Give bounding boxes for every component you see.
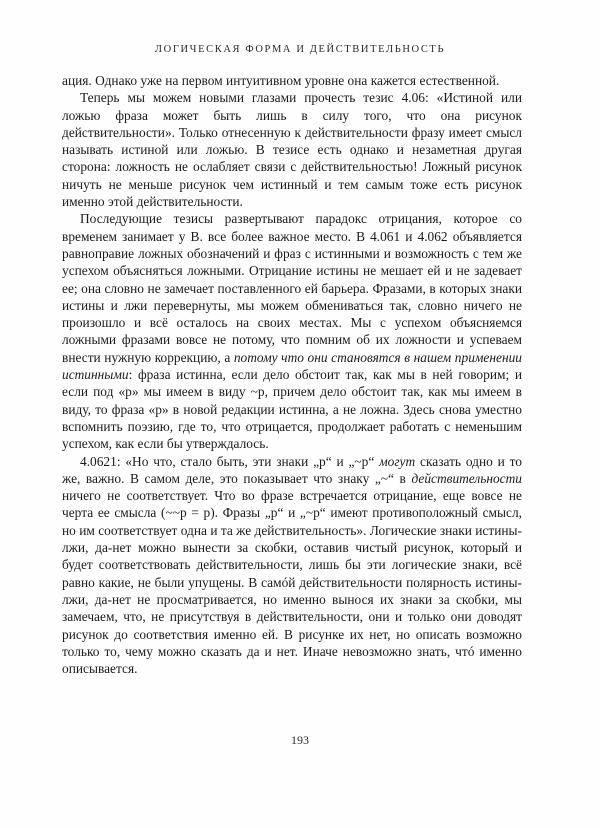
paragraph-4-text-c: ничего не соответствует. Что во фразе встречается отрицание, еще вовсе не черта ее смысла (~~p = p). Фразы „p“ и „~p“ имеют противоположный смысл, но им соответствует одна и та же действительность». Логические знаки истины-лжи, да-нет можно вынести за скобки, оставив чистый рисунок, который и будет соответствовать действительности, лишь бы эти логические знаки, всё равно какие, не были упущены. В самóй действительности полярность истины-лжи, да-нет не просматривается, но именно вынося их знаки за скобки, мы замечаем, что, не присутствуя в действительности, они и только они доводят рисунок до соответствия именно ей. В рисунке их нет, но описать возможно только то, чему можно сказать да и нет. Иначе невозможно знать, чтó именно описывается. [62,488,522,677]
paragraph-4-text-a: 4.0621: «Но что, стало быть, эти знаки „p“ и „~p“ [80,453,380,469]
paragraph-1 [62,72,522,89]
paragraph-4-text-b: сказать одно и то же, важно. В самом деле, это показывает что знаку „~“ в [62,453,522,486]
paragraph-4 [62,453,522,678]
paragraph-3-text-a: Последующие тезисы развертывают парадокс отрицания, которое со временем занимает у В. все более важное место. В 4.061 и 4.062 объявляется равноправие ложных обозначений и фраз с истинными и возможность с тем же успехом объясняться ложными. Отрицание истины не мешает ей и не задевает ее; она словно не замечает поставленного ей барьера. Фразами, в которых знаки истины и лжи перевернуты, мы можем обмениваться так, словно ничего не произошло и всё осталось на своих местах. Мы с успехом объясняемся ложными фразами вовсе не потому, что помним об их ложности и успеваем внести нужную коррекцию, а [62,211,522,365]
paragraph-4-italic-mogut: могут [379,453,416,469]
paragraph-3-italic-phrase: потому что они становятся в нашем применении истинными [62,349,522,383]
paragraph-4-italic-deystvitelnosti: действительности [411,470,522,486]
paragraph-1-text: ация. Однако уже на первом интуитивном уровне она кажется естественной. [62,73,500,88]
paragraph-2-text: Теперь мы можем новыми глазами прочесть тезис 4.06: «Истиной или ложью фраза может быть лишь в силу того, что она рисунок действительности». Только отнесенную к действительности фразу имеет смысл называть истиной или ложью. В тезисе есть однако и незаметная другая сторона: ложность не ослабляет связи с действительностью! Ложный рисунок ничуть не меньше рисунок чем истинный и тем самым тоже есть рисунок именно этой действительности. [62,90,522,210]
paragraph-3 [62,210,522,452]
paragraph-3-text-b: : фраза истинна, если дело обстоит так, как мы в ней говорим; и если под «p» мы имеем в виду ~p, причем дело обстоит так, как мы имеем в виду, то фраза «p» в новой редакции истинна, а не ложна. Здесь снова уместно вспомнить поэзию, где то, что отрицается, продолжает работать с неменьшим успехом, как если бы утверждалось. [62,367,522,452]
paragraph-2 [62,89,522,210]
running-head: ЛОГИЧЕСКАЯ ФОРМА И ДЕЙСТВИТЕЛЬНОСТЬ [154,44,446,55]
page-number: 193 [291,733,309,747]
body-text [62,72,522,677]
